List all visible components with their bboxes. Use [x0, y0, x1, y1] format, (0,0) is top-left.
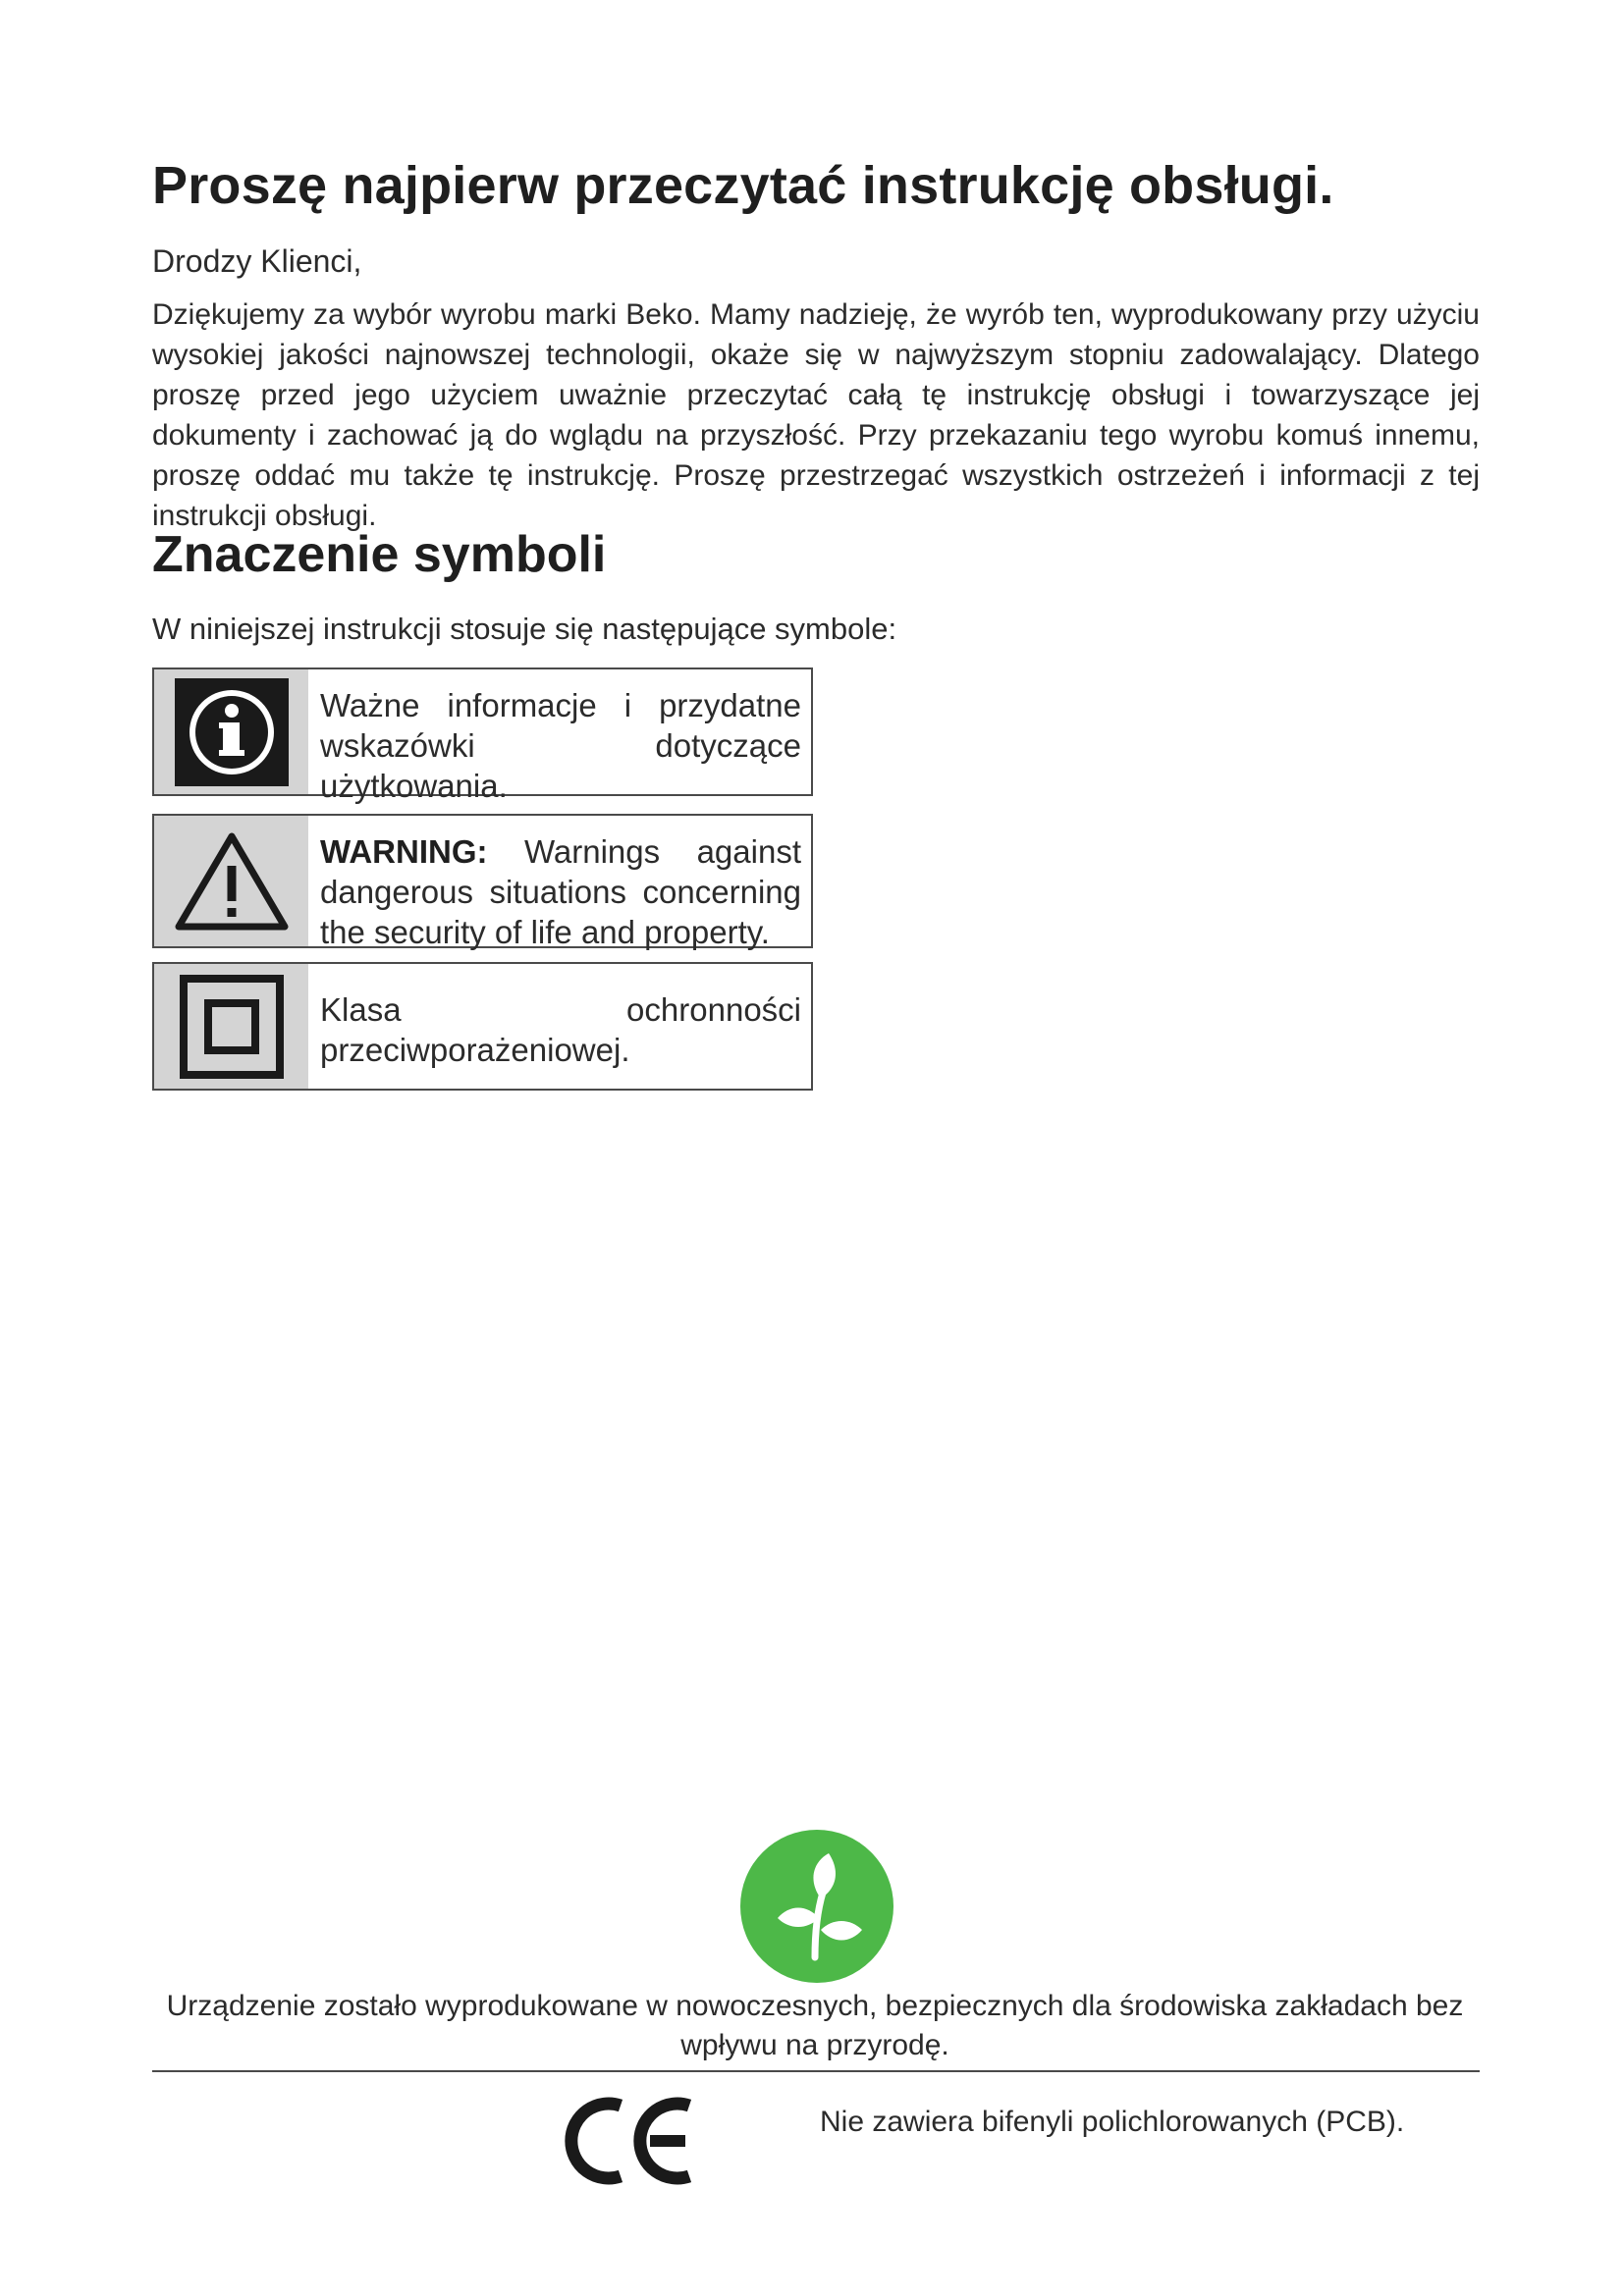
- info-icon: [165, 674, 298, 790]
- eco-caption: Urządzenie zostało wyprodukowane w nowoczesnych, bezpiecznych dla środowiska zakładach bez wpływu na przyrodę.: [166, 1990, 1464, 2061]
- intro-paragraph: Dziękujemy za wybór wyrobu marki Beko. Mamy nadzieję, że wyrób ten, wyprodukowany przy użyciu wysokiej jakości najnowszej technologii, okaże się w najwyższym stopniu zadowalający. Dlatego proszę przed jego użyciem uważnie przeczytać całą tę instrukcję obsługi i towarzyszące jej dokumenty i zachować ją do wglądu na przyszłość. Przy przekazaniu tego wyrobu komuś innemu, proszę oddać mu także tę instrukcję. Proszę przestrzegać wszystkich ostrzeżeń i informacji z tej instrukcji obsługi.: [152, 298, 1480, 532]
- symbol-info-text: Ważne informacje i przydatne wskazówki dotyczące użytkowania.: [320, 687, 801, 804]
- greeting: Drodzy Klienci,: [152, 243, 362, 279]
- double-insulation-icon: [178, 973, 286, 1081]
- symbol-icon-cell: [154, 816, 308, 946]
- symbol-row-warning: [152, 814, 813, 948]
- symbol-protection-text: Klasa ochronności przeciwporażeniowej.: [320, 991, 801, 1068]
- symbol-icon-cell: [154, 964, 308, 1089]
- symbols-heading: Znaczenie symboli: [152, 526, 607, 583]
- divider: [152, 2070, 1480, 2072]
- leaf-icon: [738, 1828, 895, 1985]
- ce-mark-icon: [560, 2092, 695, 2190]
- symbol-row-protection-class: [152, 962, 813, 1091]
- symbols-intro: W niniejszej instrukcji stosuje się następujące symbole:: [152, 612, 897, 646]
- warning-keyword: WARNING:: [320, 833, 488, 870]
- symbol-icon-cell: [154, 669, 308, 794]
- pcb-statement: Nie zawiera bifenyli polichlorowanych (PCB).: [820, 2106, 1405, 2138]
- warning-triangle-icon: [173, 830, 291, 933]
- page-title: Proszę najpierw przeczytać instrukcję obsługi.: [152, 156, 1334, 215]
- symbol-row-info: [152, 667, 813, 804]
- warning-description: Warnings against dangerous situations concerning the security of life and property.: [320, 833, 801, 950]
- symbol-warning-text: [308, 816, 811, 950]
